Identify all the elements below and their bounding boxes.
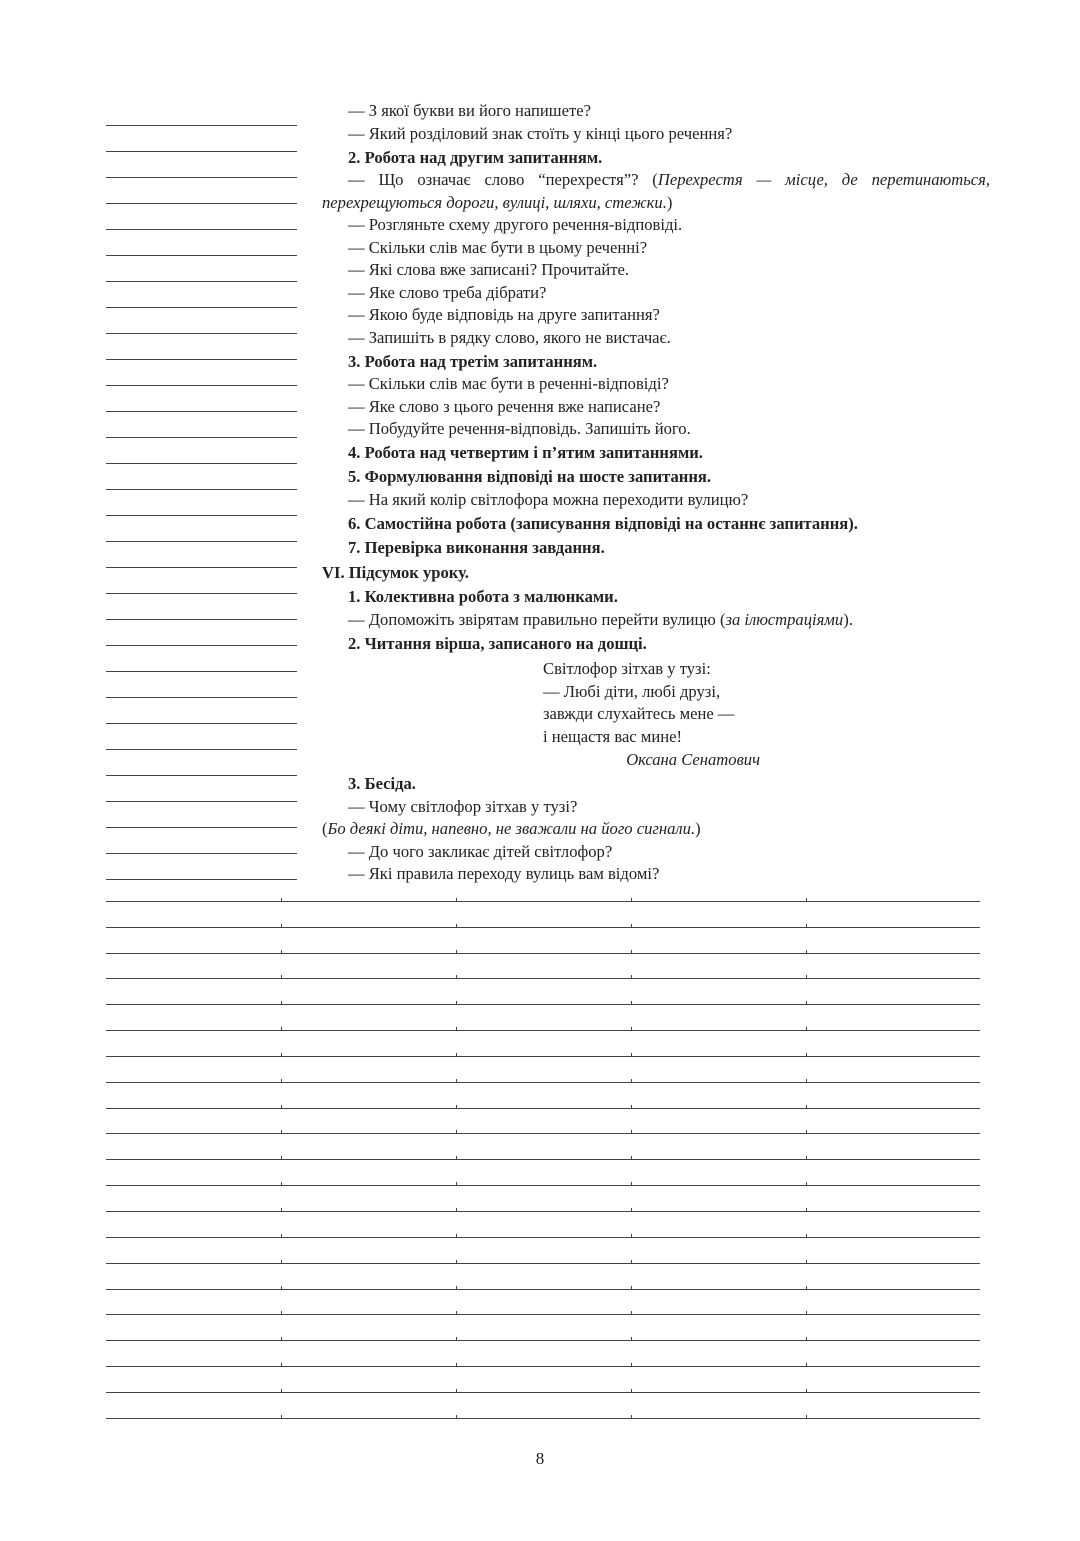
margin-line: [106, 776, 297, 802]
margin-line: [106, 386, 297, 412]
margin-line: [106, 412, 297, 438]
step-heading: 6. Самостійна робота (записування відповіді на останнє запитання).: [348, 513, 858, 533]
grid-line: [106, 1160, 980, 1186]
step-heading: 3. Робота над третім запитанням.: [348, 351, 598, 371]
step-heading: 5. Формулювання відповіді на шосте запитання.: [348, 467, 712, 486]
grid-line: [106, 1238, 980, 1264]
definition-italic: Перехрестя — місце, де перетинаються, перехрещуються дороги, вулиці, шляхи, стежки.: [322, 170, 991, 212]
grid-line: [106, 1057, 980, 1083]
margin-line: [106, 490, 297, 516]
poem: [543, 658, 990, 748]
grid-line: [106, 876, 980, 902]
page-number: 8: [535, 1449, 545, 1468]
question-line: — На який колір світлофора можна переходити вулицю?: [348, 489, 749, 509]
question-line: — Розгляньте схему другого речення-відповіді.: [348, 215, 683, 234]
margin-line: [106, 802, 297, 828]
closing-paren: ).: [843, 609, 853, 629]
margin-line: [106, 594, 297, 620]
instruction-italic: за ілюстраціями: [725, 609, 844, 629]
margin-line: [106, 542, 297, 568]
question-line: — Яке слово з цього речення вже написане?: [348, 396, 661, 416]
closing-paren: ): [666, 192, 673, 212]
poem-line: — Любі діти, любі друзі,: [543, 681, 721, 701]
step-heading: 1. Колективна робота з малюнками.: [348, 587, 618, 606]
grid-line: [106, 954, 980, 980]
question-line: — Яке слово треба дібрати?: [348, 282, 547, 302]
grid-line: [106, 1031, 980, 1057]
margin-line: [106, 256, 297, 282]
grid-tick: [456, 1415, 457, 1419]
step-heading: 7. Перевірка виконання завдання.: [348, 537, 605, 557]
question-line: — Чому світлофор зітхав у тузі?: [348, 796, 578, 816]
question-line: — Які слова вже записані? Прочитайте.: [348, 260, 630, 279]
question-line: — Запишіть в рядку слово, якого не вистачає.: [348, 327, 671, 347]
margin-line: [106, 750, 297, 776]
section-title: VI. Підсумок уроку.: [322, 563, 469, 582]
lesson-content: [322, 100, 990, 886]
note-grid-lines: [106, 876, 980, 1419]
grid-line: [106, 1005, 980, 1031]
question-line: — Скільки слів має бути в реченні-відповіді?: [348, 374, 669, 393]
margin-line: [106, 178, 297, 204]
poem-line: і нещастя вас мине!: [543, 726, 682, 746]
grid-line: [106, 902, 980, 928]
margin-line: [106, 568, 297, 594]
grid-line: [106, 1315, 980, 1341]
question-line: — Скільки слів має бути в цьому реченні?: [348, 237, 648, 257]
margin-line: [106, 646, 297, 672]
instruction-line: [322, 609, 990, 632]
grid-line: [106, 1290, 980, 1316]
closing-paren: ): [695, 819, 701, 838]
opening-paren: (: [322, 819, 328, 838]
grid-line: [106, 1367, 980, 1393]
question-with-definition: [322, 169, 990, 214]
margin-line: [106, 204, 297, 230]
step-heading: 2. Читання вірша, записаного на дошці.: [348, 633, 647, 653]
margin-line: [106, 828, 297, 854]
grid-line: [106, 928, 980, 954]
poem-line: завжди слухайтесь мене —: [543, 704, 735, 723]
margin-line: [106, 100, 297, 126]
grid-line: [106, 1341, 980, 1367]
grid-line: [106, 979, 980, 1005]
question-line: — До чого закликає дітей світлофор?: [348, 841, 613, 861]
question-line: — Який розділовий знак стоїть у кінці цього речення?: [348, 123, 733, 143]
step-heading: 3. Бесіда.: [348, 774, 416, 793]
answer-italic: Бо деякі діти, напевно, не зважали на його сигнали.: [327, 819, 696, 838]
question-line: — Побудуйте речення-відповідь. Запишіть його.: [348, 419, 691, 438]
grid-line: [106, 1109, 980, 1135]
grid-line: [106, 1134, 980, 1160]
margin-line: [106, 464, 297, 490]
question-line: — Які правила переходу вулиць вам відомі?: [348, 864, 660, 883]
margin-line: [106, 672, 297, 698]
margin-line: [106, 282, 297, 308]
instruction-text: — Допоможіть звірятам правильно перейти вулицю (: [348, 609, 726, 629]
margin-line: [106, 334, 297, 360]
margin-line: [106, 308, 297, 334]
question-line: — З якої букви ви його напишете?: [348, 101, 591, 120]
grid-line: [106, 1264, 980, 1290]
margin-line: [106, 230, 297, 256]
margin-line: [106, 152, 297, 178]
grid-line: [106, 1186, 980, 1212]
step-heading: 2. Робота над другим запитанням.: [348, 147, 603, 167]
margin-line: [106, 516, 297, 542]
step-heading: 4. Робота над четвертим і п’ятим запитаннями.: [348, 443, 703, 462]
margin-note-lines: [106, 100, 297, 880]
grid-line: [106, 1393, 980, 1419]
grid-tick: [631, 1415, 632, 1419]
margin-line: [106, 724, 297, 750]
grid-tick: [806, 1415, 807, 1419]
poem-author: Оксана Сенатович: [626, 750, 760, 769]
margin-line: [106, 438, 297, 464]
poem-line: Світлофор зітхав у тузі:: [543, 659, 711, 678]
margin-line: [106, 126, 297, 152]
question-line: — Якою буде відповідь на друге запитання?: [348, 305, 660, 324]
answer-line: [322, 818, 990, 841]
question-text: — Що означає слово “перехрестя”? (: [348, 170, 658, 189]
grid-tick: [281, 1415, 282, 1419]
margin-line: [106, 360, 297, 386]
grid-line: [106, 1212, 980, 1238]
margin-line: [106, 698, 297, 724]
grid-line: [106, 1083, 980, 1109]
margin-line: [106, 620, 297, 646]
